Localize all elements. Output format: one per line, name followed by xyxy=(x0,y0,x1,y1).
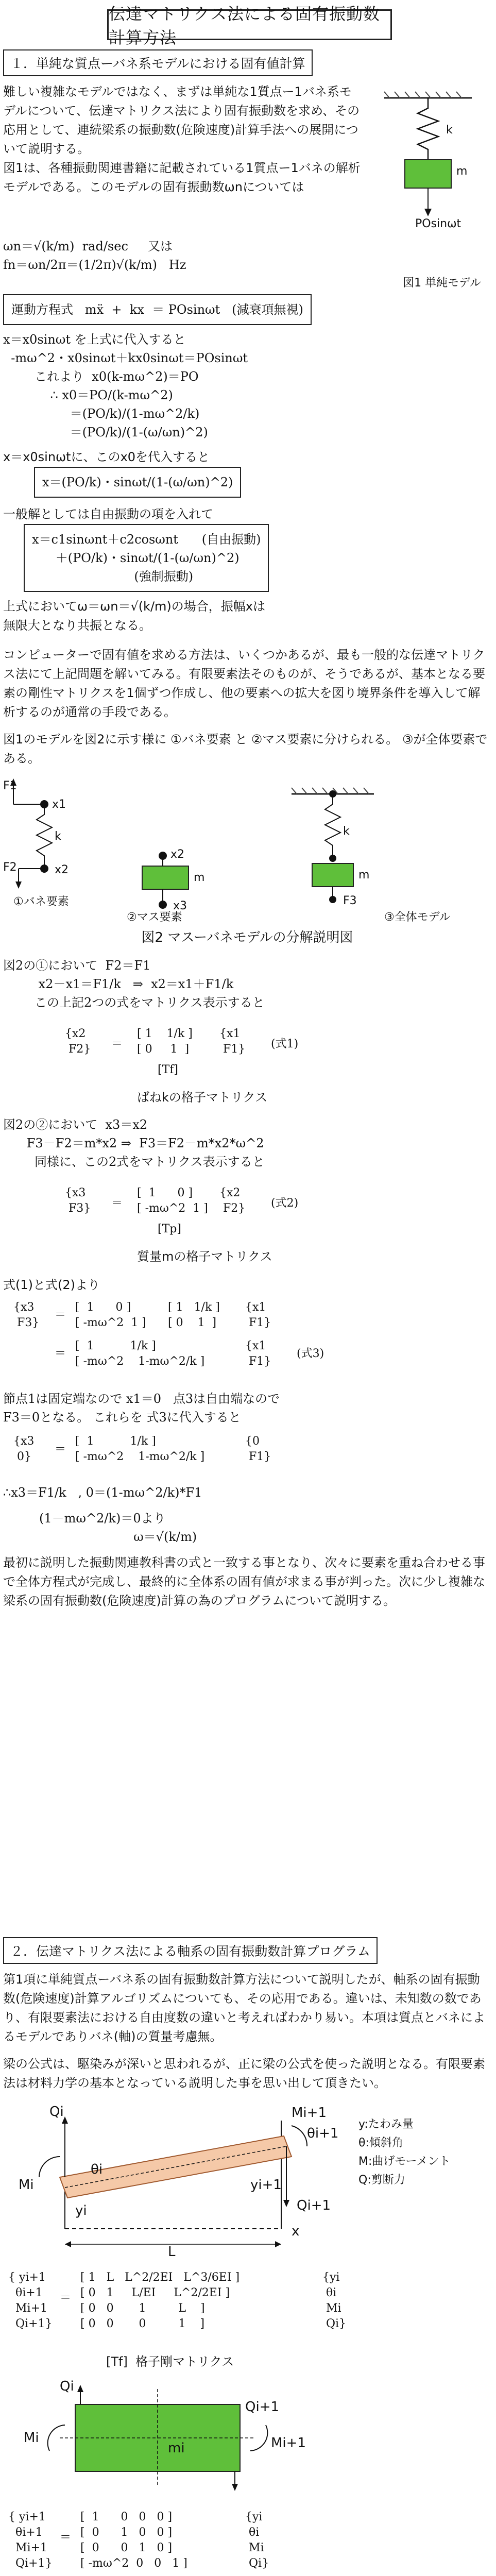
section-2-intro-2: 梁の公式は、駆染みが深いと思われるが、正に梁の公式を使った説明となる。有限要素法は材料力学の基本となっている説明した事を思い出して頂きたい。 xyxy=(3,2057,485,2090)
fig2-k: k xyxy=(55,830,61,843)
general-solution-intro: 一般解としては自由振動の項を入れて xyxy=(3,507,213,521)
substitution-box: x＝(PO/k)・sinωt/(1-(ω/ωn)^2) xyxy=(34,467,241,498)
matrix-2-rhs: {x2 F2} xyxy=(219,1187,246,1215)
fig2-m: m xyxy=(194,871,205,884)
section-1 xyxy=(3,49,491,1611)
section-2-intro: 第1項に単純質点ーバネ系の固有振動数計算方法について説明したが、軸系の固有振動数(危険速度)計算アルゴリズムについても、その応用である。違いは、未知数の数であり、有限要素法における自由度数の違いと考えればわかり易い。本項は質点とバネによるモデルでありバネ(軸)の質量考慮無。 xyxy=(3,1972,485,2044)
matrix-1-mat: [ 1 1/k ] [ 0 1 ] xyxy=(137,1027,193,1056)
tp-matrix: [ 1 0 0 0 ] [ 0 1 0 0 ] [ 0 0 1 0 ] [ -mω^2 0 0 1 ] xyxy=(80,2511,187,2570)
page-title: 伝達マトリクス法による固有振動数計算方法 xyxy=(107,9,392,40)
matrix-3-a: [ 1 0 ] [ -mω^2 1 ] xyxy=(75,1301,146,1329)
figure-2-caption: 図2 マスーバネモデルの分解説明図 xyxy=(141,930,353,945)
figure-1 xyxy=(369,82,487,237)
matrix-4-lhs: {x3 0} xyxy=(13,1435,35,1463)
matrix-2-caption: 質量mの格子マトリクス xyxy=(137,1249,272,1264)
figure-2 xyxy=(3,773,487,923)
matrix-3-number: (式3) xyxy=(297,1347,324,1360)
fig2-x2: x2 xyxy=(55,863,69,876)
general-solution-box: x＝c1sinωnt＋c2cosωnt (自由振動) ＋(PO/k)・sinωt/(1-(ω/ωn)^2) (強制振動) xyxy=(24,524,269,592)
tp-rhs: {yi θi Mi Qi} xyxy=(245,2511,269,2570)
mass-equations: 図2の②において x3＝x2 F3－F2＝m*x2 ⇒ F3＝F2－m*x2*ω^2 同様に、この2式をマトリクス表示すると xyxy=(3,1117,265,1169)
fig4-Qi1: Qi+1 xyxy=(245,2399,280,2415)
figure-4 xyxy=(3,2379,491,2497)
derivation: x＝x0sinωt を上式に代入すると -mω^2・x0sinωt＋kx0sinωt＝POsinωt これより x0(k-mω^2)＝PO ∴ x0＝PO/(k-mω^2) ＝(PO/k)/(1-mω^2/k) ＝(PO/k)/(1-(ω/ωn)^2) xyxy=(3,332,248,439)
fig4-mi: mi xyxy=(168,2441,185,2456)
fig2-spring-label: ①バネ要素 xyxy=(13,895,69,908)
combine-intro: 式(1)と式(2)より xyxy=(3,1278,100,1292)
fig4-Mi1: Mi+1 xyxy=(271,2435,306,2451)
tf-matrix-block: { yi+1 θi+1 Mi+1 Qi+1} ＝ [ 1 L L^2/2EI L^3/6EI ] [ 0 1 L/EI L^2/2EI ] [ 0 0 1 L ] [ 0 0 0 1 ] {yi θi Mi Qi} xyxy=(3,2265,491,2352)
matrix-2-block: {x3 F3} ＝ [ 1 0 ] [ -mω^2 1 ] {x2 F2} (式2) [Tp] xyxy=(3,1175,491,1247)
fig2-x1: x1 xyxy=(52,798,66,811)
figure-1-intro: 図1のモデルを図2に示す様に ①バネ要素 と ②マス要素に分けられる。 ③が全体要素である。 xyxy=(3,732,488,766)
fig2-m-whole: m xyxy=(358,869,370,882)
fig3-Qi: Qi xyxy=(49,2104,64,2120)
spring-equations: 図2の①において F2＝F1 x2－x1＝F1/k ⇒ x2＝x1＋F1/k この上記2つの式をマトリクス表示すると xyxy=(3,958,265,1010)
matrix-2-T: [Tp] xyxy=(158,1223,181,1235)
matrix-1-lhs: {x2 F2} xyxy=(65,1027,91,1056)
matrix-1-rhs: {x1 F1} xyxy=(219,1027,246,1056)
figure-1-drawing xyxy=(369,82,487,237)
fig2-whole-label: ③全体モデル xyxy=(384,911,451,924)
resonance-note: 上式においてω＝ωn＝√(k/m)の場合，振幅xは 無限大となり共振となる。 xyxy=(3,599,265,633)
fig2-mass-label: ②マス要素 xyxy=(127,911,182,924)
fig3-yi1: yi+1 xyxy=(250,2177,282,2193)
tp-lhs: { yi+1 θi+1 Mi+1 Qi+1} xyxy=(8,2511,53,2570)
fig1-force: POsinωt xyxy=(415,217,461,230)
matrix-3-rhs: {x1 F1} xyxy=(245,1301,271,1329)
matrix-4-block: {x3 0} ＝ [ 1 1/k ] [ -mω^2 1-mω^2/k ] {0 F1} xyxy=(3,1427,491,1478)
matrix-2-mat: [ 1 0 ] [ -mω^2 1 ] xyxy=(137,1187,208,1215)
matrix-3-block: {x3 F3} ＝ [ 1 0 ] [ -mω^2 1 ] [ 1 1/k ] [ 0 1 ] {x1 F1} ＝ [ 1 1/k ] [ -mω^2 1-mω^2/k ] {x1 F1} (式3) xyxy=(3,1295,491,1387)
substitution-intro: x＝x0sinωtに、このx0を代入すると xyxy=(3,450,210,464)
fig2-F3: F3 xyxy=(343,894,357,907)
figure-1-caption: 図1 単純モデル xyxy=(403,277,481,290)
matrix-4-rhs: {0 F1} xyxy=(245,1435,271,1463)
computer-method-text: コンピューターで固有値を求める方法は、いくつかあるが、最も一般的な伝達マトリクス法にて上記問題を解いてみる。有限要素法そのものが、そうであるが、基本となる要素の剛性マトリクスを1個ずつ作成し、他の要素への拡大を図り境界条件を導入して解析するのが通常の手段である。 xyxy=(3,648,485,719)
matrix-2-number: (式2) xyxy=(271,1197,299,1210)
fig2-F2: F2 xyxy=(3,861,17,874)
fig1-m: m xyxy=(456,165,468,178)
matrix-3-result: [ 1 1/k ] [ -mω^2 1-mω^2/k ] xyxy=(75,1340,205,1368)
tf-lhs: { yi+1 θi+1 Mi+1 Qi+1} xyxy=(8,2271,53,2330)
matrix-2-lhs: {x3 F3} xyxy=(65,1187,91,1215)
fig3-Qi1: Qi+1 xyxy=(297,2198,331,2213)
matrix-1-number: (式1) xyxy=(271,1038,299,1050)
fig2-F1: F1 xyxy=(3,779,17,792)
equation-of-motion-box: 運動方程式 mẍ + kx ＝ POsinωt (減衰項無視) xyxy=(3,294,312,325)
fig3-Mi1: Mi+1 xyxy=(292,2105,327,2121)
matrix-3-lhs: {x3 F3} xyxy=(13,1301,40,1329)
tp-matrix-block: { yi+1 θi+1 Mi+1 Qi+1} ＝ [ 1 0 0 0 ] [ 0 1 0 0 ] [ 0 0 1 0 ] [ -mω^2 0 0 1 ] {yi θi Mi Qi} xyxy=(3,2504,491,2576)
matrix-1-T: [Tf] xyxy=(158,1063,178,1076)
fig2-k-whole: k xyxy=(343,825,350,838)
fig2-x2b: x2 xyxy=(170,848,185,861)
figure-2-drawing xyxy=(3,773,487,923)
section-1-intro: 難しい複雑なモデルではなく、まずは単純な1質点ー1バネ系モデルについて、伝達マトリクス法により固有振動数を求め、その応用として、連続梁系の振動数(危険速度)計算手法への展開について説明する。 図1は、各種振動関連書籍に記載されている1質点ー1バネの解析モデルである。このモデルの固有振動数ωnについては xyxy=(3,84,361,194)
figure-4-drawing xyxy=(3,2379,487,2497)
section-1-conclusion: 最初に説明した振動関連教科書の式と一致する事となり、次々に要素を重ね合わせる事で全体方程式が完成し、最終的に全体系の固有値が求まる事が判った。次に少し複雑な梁系の固有振動数(危険速度)計算の為のプログラムについて説明する。 xyxy=(3,1555,485,1608)
matrix-4-mat: [ 1 1/k ] [ -mω^2 1-mω^2/k ] xyxy=(75,1435,205,1463)
section-2 xyxy=(3,1937,491,2576)
matrix-1-caption: ばねkの格子マトリクス xyxy=(137,1090,268,1105)
fig3-L: L xyxy=(168,2244,176,2260)
result-1: ∴x3＝F1/k , 0＝(1-mω^2/k)*F1 xyxy=(3,1485,202,1500)
section-2-heading: ２．伝達マトリクス法による軸系の固有振動数計算プログラム xyxy=(3,1937,378,1964)
result-2: (1－mω^2/k)＝0より ω＝√(k/m) xyxy=(39,1511,197,1544)
fig4-Qi: Qi xyxy=(60,2379,74,2394)
fig2-x3: x3 xyxy=(173,900,187,912)
fig3-thi: θi xyxy=(91,2162,103,2177)
section-1-heading: １．単純な質点ーバネ系モデルにおける固有値計算 xyxy=(3,49,313,76)
fig3-thi1: θi+1 xyxy=(307,2126,339,2141)
tf-matrix: [ 1 L L^2/2EI L^3/6EI ] [ 0 1 L/EI L^2/2EI ] [ 0 0 1 L ] [ 0 0 0 1 ] xyxy=(80,2271,240,2330)
tf-caption: [Tf] 格子剛マトリクス xyxy=(106,2354,234,2369)
boundary-text: 節点1は固定端なので x1＝0 点3は自由端なので F3＝0となる。 これらを 式3に代入すると xyxy=(3,1392,280,1425)
fig1-k: k xyxy=(446,124,453,137)
fig3-Mi: Mi xyxy=(19,2177,34,2193)
matrix-3-b: [ 1 1/k ] [ 0 1 ] xyxy=(168,1301,220,1329)
fn-formula: fn＝ωn/2π＝(1/2π)√(k/m) Hz xyxy=(3,258,186,272)
omega-formula: ωn＝√(k/m) rad/sec 又は xyxy=(3,239,173,253)
fig3-x: x xyxy=(292,2224,300,2239)
fig4-Mi: Mi xyxy=(24,2430,39,2446)
tf-rhs: {yi θi Mi Qi} xyxy=(322,2271,347,2330)
figure-3 xyxy=(3,2100,491,2260)
fig3-yi: yi xyxy=(75,2203,87,2218)
fig3-legend: y:たわみ量 θ:傾斜角 M:曲げモーメント Q:剪断力 xyxy=(358,2118,451,2187)
matrix-1-block: {x2 F2} ＝ [ 1 1/k ] [ 0 1 ] {x1 F1} (式1) [Tf] xyxy=(3,1016,491,1088)
